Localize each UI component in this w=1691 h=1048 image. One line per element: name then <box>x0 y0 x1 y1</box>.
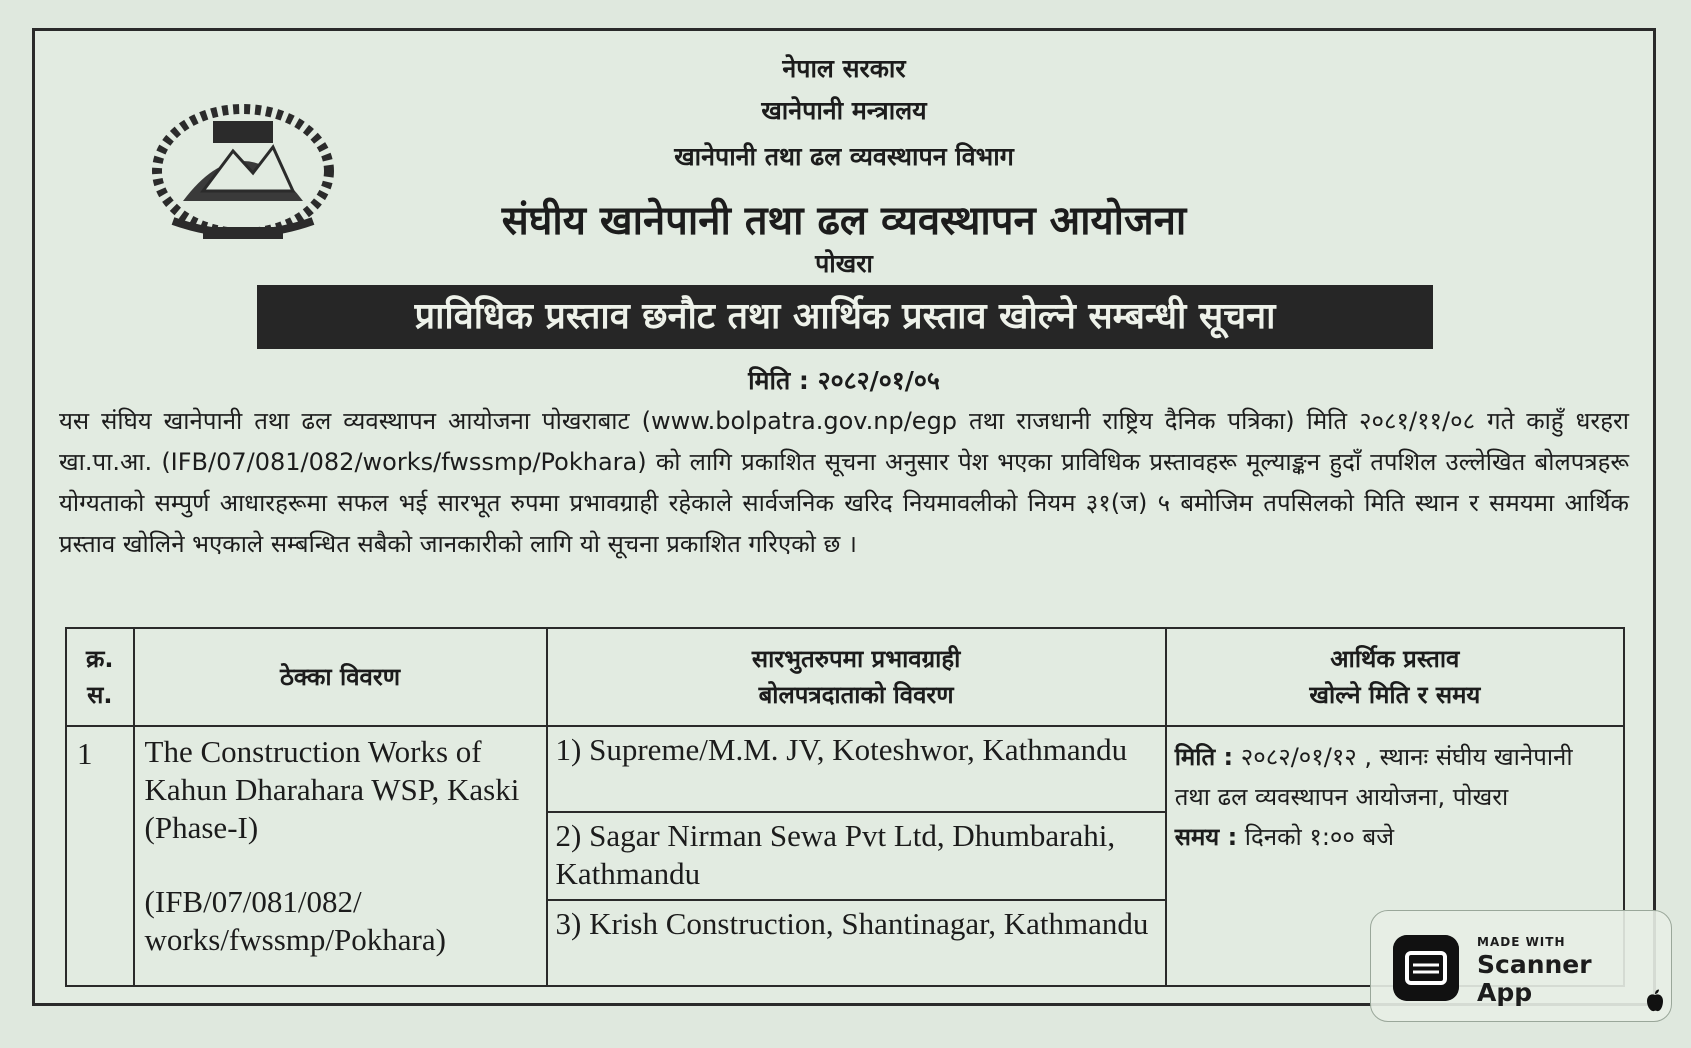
col-header-opening-line1: आर्थिक प्रस्ताव <box>1330 645 1460 673</box>
col-header-opening <box>1166 628 1624 726</box>
col-header-bidder <box>547 628 1166 726</box>
badge-app-name <box>1477 951 1592 1007</box>
header-project: संघीय खानेपानी तथा ढल व्यवस्थापन आयोजना <box>501 198 1187 244</box>
col-header-contract-label: ठेक्का विवरण <box>279 663 401 691</box>
opening-time-label: समय : <box>1174 823 1238 851</box>
scanner-app-badge <box>1370 910 1672 1022</box>
bidder-2: 2) Sagar Nirman Sewa Pvt Ltd, Dhumbarahi, Kathmandu <box>547 812 1166 900</box>
notice-date: मिति : २०८२/०१/०५ <box>748 366 940 395</box>
col-header-bidder-line1: सारभुतरुपमा प्रभावग्राही <box>751 645 961 673</box>
contract-title: The Construction Works of Kahun Dharahara WSP, Kaski (Phase-I) <box>144 734 520 845</box>
table-header-row <box>66 628 1624 726</box>
col-header-opening-line2: खोल्ने मिति र समय <box>1309 681 1481 709</box>
header-city: पोखरा <box>815 249 873 278</box>
notice-title-banner: प्राविधिक प्रस्ताव छनौट तथा आर्थिक प्रस्ताव खोल्ने सम्बन्धी सूचना <box>257 285 1433 349</box>
col-header-sn-line1: क्र. <box>85 645 114 673</box>
opening-time-value: दिनको १:०० बजे <box>1237 823 1395 851</box>
bidder-1: 1) Supreme/M.M. JV, Koteshwor, Kathmandu <box>547 726 1166 812</box>
opening-date-value: २०८२/०१/१२ , स्थानः संघीय खानेपानी तथा ढल व्यवस्थापन आयोजना, पोखरा <box>1174 743 1573 811</box>
header-country: नेपाल सरकार <box>782 54 906 83</box>
apple-logo-icon <box>1645 989 1665 1013</box>
badge-app-name-line1: Scanner <box>1477 950 1592 979</box>
header-ministry: खानेपानी मन्त्रालय <box>761 96 927 125</box>
col-header-contract <box>134 628 547 726</box>
opening-time <box>1175 817 1615 857</box>
bidder-3: 3) Krish Construction, Shantinagar, Kathmandu <box>547 900 1166 986</box>
opening-date-label: मिति : <box>1174 743 1234 771</box>
col-header-sn-line2: स. <box>87 681 113 709</box>
notice-body: यस संघिय खानेपानी तथा ढल व्यवस्थापन आयोजना पोखराबाट (www.bolpatra.gov.np/egp तथा राजधानी राष्ट्रिय दैनिक पत्रिका) मिति २०८१/११/०८ गते काहुँ धरहरा खा.पा.आ. (IFB/07/081/082/works/fwssmp/Pokhara) को लागि प्रकाशित सूचना अनुसार पेश भएका प्राविधिक प्रस्तावहरू मूल्याङ्कन हुदाँ तपशिल उल्लेखित बोलपत्रहरू योग्यताको सम्पुर्ण आधारहरूमा सफल भई सारभूत रुपमा प्रभावग्राही रहेकाले सार्वजनिक खरिद नियमावलीको नियम ३१(ज) ५ बमोजिम तपसिलको मिति स्थान र समयमा आर्थिक प्रस्ताव खोलिने भएकाले सम्बन्धित सबैको जानकारीको लागि यो सूचना प्रकाशित गरिएको छ । <box>59 407 1629 558</box>
opening-date <box>1175 737 1615 817</box>
badge-made-with: MADE WITH <box>1477 935 1566 949</box>
badge-app-name-line2: App <box>1477 978 1533 1007</box>
contract-ref: (IFB/07/081/082/ works/fwssmp/Pokhara) <box>144 884 446 957</box>
col-header-bidder-line2: बोलपत्रदाताको विवरण <box>758 681 954 709</box>
row-contract <box>134 726 547 986</box>
notice <box>32 28 1656 1006</box>
col-header-sn <box>66 628 134 726</box>
scanner-app-icon <box>1393 935 1459 1001</box>
header-department: खानेपानी तथा ढल व्यवस्थापन विभाग <box>674 142 1014 171</box>
row-sn: 1 <box>66 726 134 986</box>
table-row <box>66 726 1624 812</box>
